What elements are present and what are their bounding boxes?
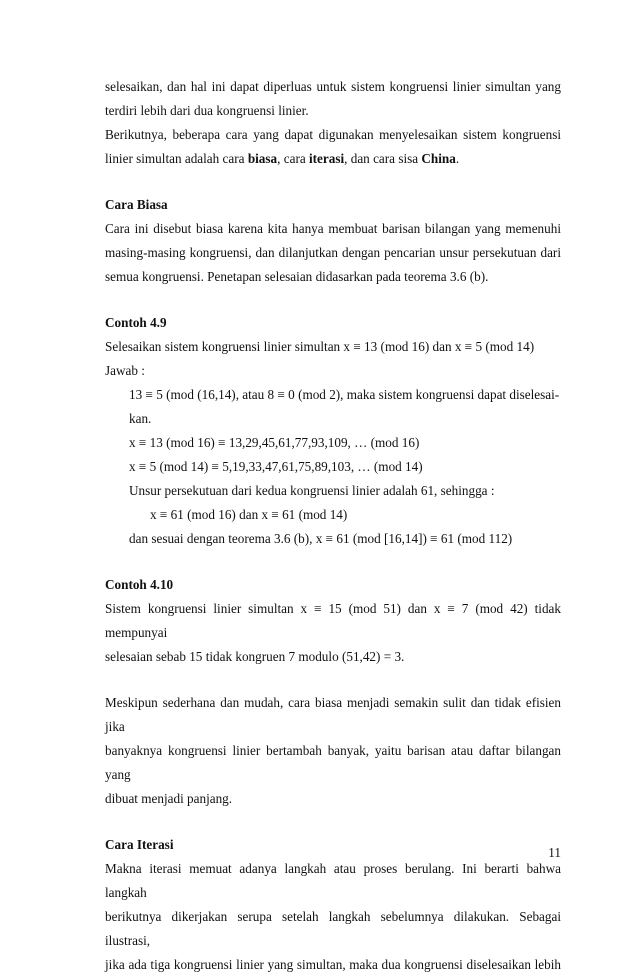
methods-line-2 [105,147,561,171]
cara-biasa-line-2: masing-masing kongruensi, dan dilanjutkan dengan pencarian unsur persekutuan dari [105,245,561,260]
spacer [105,171,561,193]
page-body [105,75,561,977]
meskipun-line-1: Meskipun sederhana dan mudah, cara biasa menjadi semakin sulit dan tidak efisien jika [105,695,561,734]
section-heading-cara-biasa: Cara Biasa [105,197,168,212]
cara-biasa-line-3: semua kongruensi. Penetapan selesaian didasarkan pada teorema 3.6 (b). [105,269,489,284]
method-china: China [421,151,456,166]
intro-line-2: terdiri lebih dari dua kongruensi linier. [105,103,309,118]
example-4-9-problem: Selesaikan sistem kongruensi linier simultan x ≡ 13 (mod 16) dan x ≡ 5 (mod 14) [105,339,535,354]
example-4-9-step-4: Unsur persekutuan dari kedua kongruensi linier adalah 61, sehingga : [129,483,495,498]
example-4-9-step-2: x ≡ 13 (mod 16) ≡ 13,29,45,61,77,93,109, … (mod 16) [129,435,420,450]
example-heading-4-9: Contoh 4.9 [105,315,167,330]
spacer [105,289,561,311]
example-4-9-step-1a: 13 ≡ 5 (mod (16,14), atau 8 ≡ 0 (mod 2), maka sistem kongruensi dapat diselesai- [129,387,560,402]
method-biasa: biasa [247,151,278,166]
cara-biasa-line-1: Cara ini disebut biasa karena kita hanya membuat barisan bilangan yang memenuhi [105,221,561,236]
intro-line-1: selesaikan, dan hal ini dapat diperluas untuk sistem kongruensi linier simultan yang [105,79,561,94]
meskipun-line-3: dibuat menjadi panjang. [105,791,233,806]
cara-iterasi-line-1: Makna iterasi memuat adanya langkah atau proses berulang. Ini berarti bahwa langkah [105,861,561,900]
methods-line-1: Berikutnya, beberapa cara yang dapat digunakan menyelesaikan sistem kongruensi [105,127,561,142]
methods-sep-1: , cara [277,151,309,166]
example-4-9-jawab: Jawab : [105,363,145,378]
example-4-9-step-3: x ≡ 5 (mod 14) ≡ 5,19,33,47,61,75,89,103, … (mod 14) [129,459,423,474]
spacer [105,811,561,833]
spacer [105,551,561,573]
cara-iterasi-line-2: berikutnya dikerjakan serupa setelah langkah sebelumnya dilakukan. Sebagai ilustrasi, [105,909,561,948]
methods-end: . [455,151,460,166]
page-number: 11 [548,845,561,860]
methods-sep-2: , dan cara sisa [344,151,422,166]
methods-line-2-start: linier simultan adalah cara [105,151,248,166]
example-4-10-line-1: Sistem kongruensi linier simultan x ≡ 15 (mod 51) dan x ≡ 7 (mod 42) tidak mempunyai [105,601,561,640]
example-4-9-step-1b: kan. [129,411,152,426]
example-4-10-line-2: selesaian sebab 15 tidak kongruen 7 modulo (51,42) = 3. [105,649,405,664]
method-iterasi: iterasi [308,151,345,166]
spacer [105,669,561,691]
cara-iterasi-line-3: jika ada tiga kongruensi linier yang simultan, maka dua kongruensi diselesaikan lebih [105,957,561,972]
example-heading-4-10: Contoh 4.10 [105,577,174,592]
example-4-9-step-6: dan sesuai dengan teorema 3.6 (b), x ≡ 61 (mod [16,14]) ≡ 61 (mod 112) [129,531,513,546]
example-4-9-step-5: x ≡ 61 (mod 16) dan x ≡ 61 (mod 14) [150,507,348,522]
section-heading-cara-iterasi: Cara Iterasi [105,837,174,852]
meskipun-line-2: banyaknya kongruensi linier bertambah banyak, yaitu barisan atau daftar bilangan yang [105,743,561,782]
